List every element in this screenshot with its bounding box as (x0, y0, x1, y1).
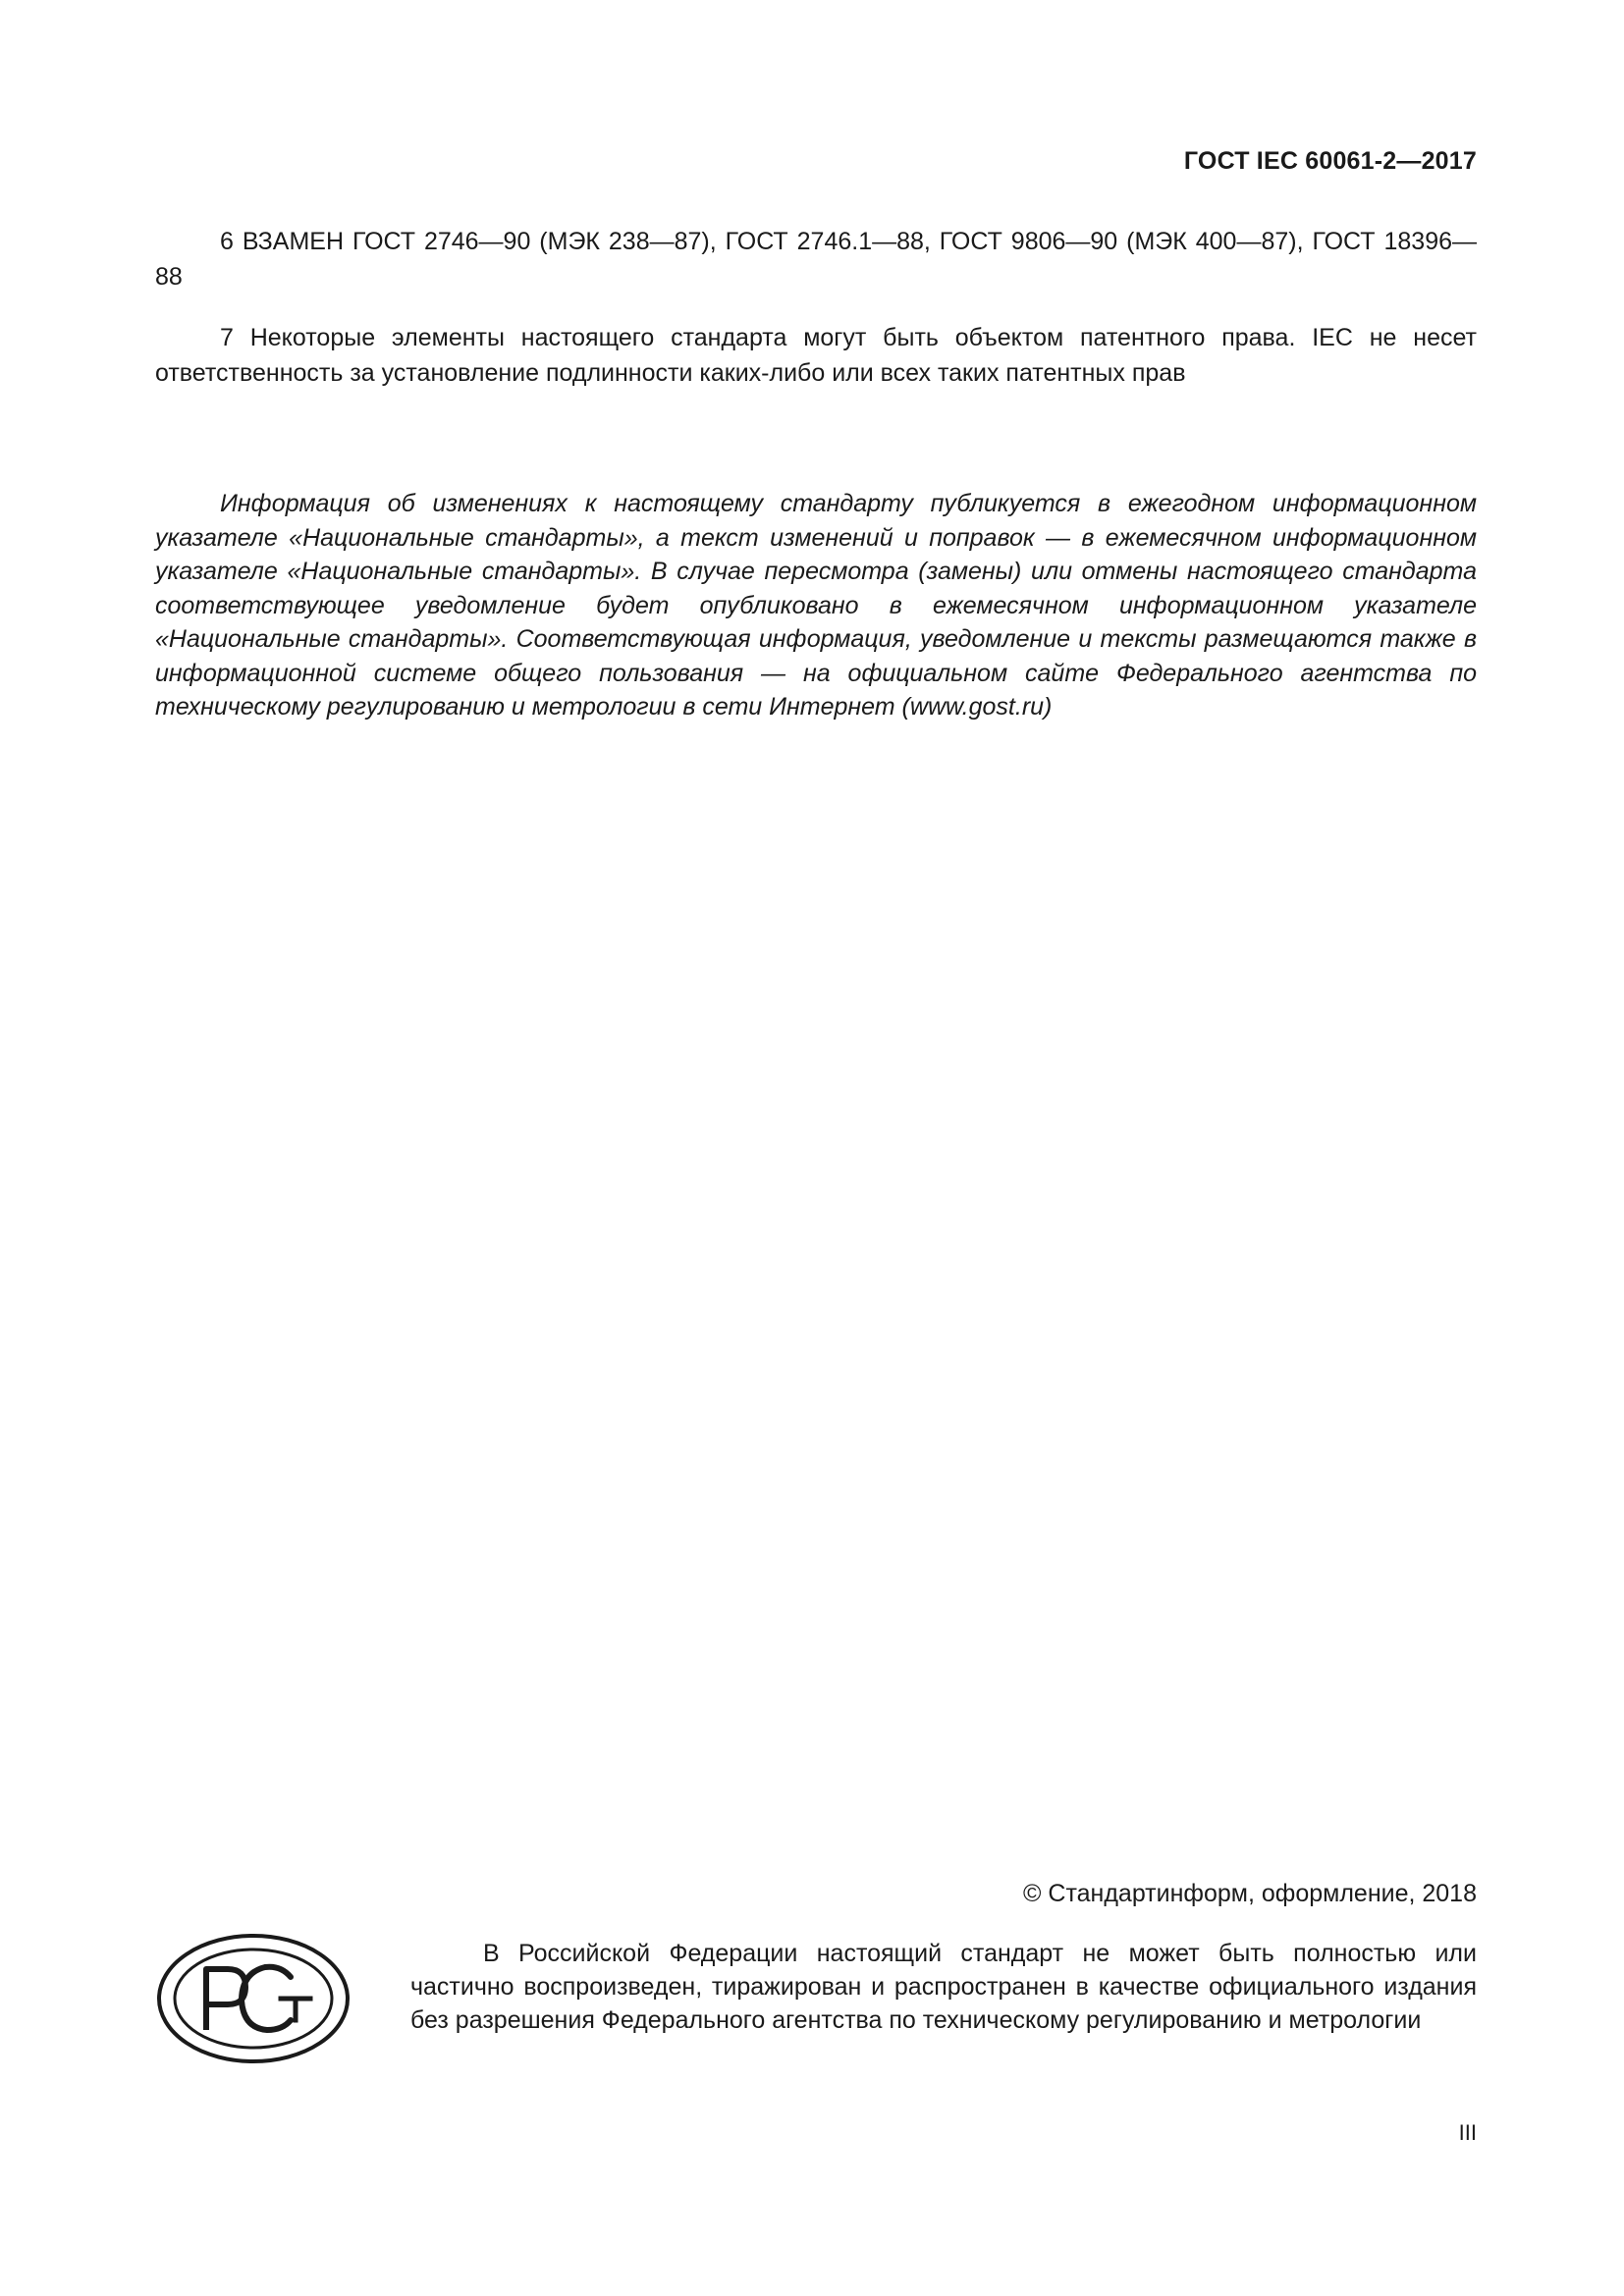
paragraph-6-replaces: 6 ВЗАМЕН ГОСТ 2746—90 (МЭК 238—87), ГОСТ 2746.1—88, ГОСТ 9806—90 (МЭК 400—87), ГОСТ 18396—88 (155, 228, 1477, 291)
standard-code-header: ГОСТ IEC 60061-2—2017 (1183, 147, 1477, 175)
information-notice: Информация об изменениях к настоящему стандарту публикуется в ежегодном информационном указателе «Национальные стандарты», а текст изменений и поправок — в ежемесячном информационном указателе «Национальные стандарты». В случае пересмотра (замены) или отмены настоящего стандарта соответствующее уведомление будет опубликовано в ежемесячном информационном указателе «Национальные стандарты». Соответствующая информация, уведомление и тексты размещаются также в информационной системе общего пользования — на официальном сайте Федерального агентства по техническому регулированию и метрологии в сети Интернет (www.gost.ru) (155, 490, 1477, 721)
copyright-line: © Стандартинформ, оформление, 2018 (1023, 1880, 1477, 1907)
paragraph-7-patent: 7 Некоторые элементы настоящего стандарта могут быть объектом патентного права. IEC не несет ответственность за установление подлинности каких-либо или всех таких патентных прав (155, 324, 1477, 387)
page-number: III (1458, 2120, 1477, 2145)
reproduction-notice: В Российской Федерации настоящий стандарт не может быть полностью или частично воспроизведен, тиражирован и распространен в качестве официального издания без разрешения Федерального агентства по техническому регулированию и метрологии (410, 1940, 1477, 2034)
rst-certification-logo-icon (155, 1932, 352, 2065)
